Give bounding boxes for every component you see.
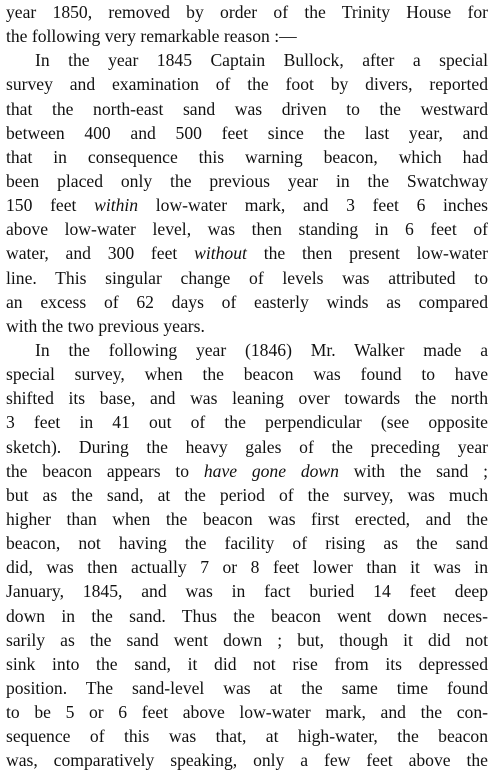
text-line: 3 feet in 41 out of the perpendicular (see opposite <box>6 412 488 433</box>
text-line: special survey, when the beacon was found to have <box>6 364 488 385</box>
text-line: with the two previous years. <box>6 315 205 336</box>
text-line: down in the sand. Thus the beacon went down neces- <box>6 605 488 626</box>
text-line: the following very remarkable reason :— <box>6 26 297 47</box>
text-line: did, was then actually 7 or 8 feet lower than it was in <box>6 557 488 578</box>
text-line: year 1850, removed by order of the Trinity House for <box>6 2 488 22</box>
text-line: water, and 300 feet without the then present low-water <box>6 243 488 264</box>
text-line: position. The sand-level was at the same time found <box>6 677 488 698</box>
italic-phrase: without <box>194 243 247 264</box>
text-line: that in consequence this warning beacon, which had <box>6 146 488 167</box>
text-line: In the year 1845 Captain Bullock, after a special <box>35 50 488 71</box>
text-line: the beacon appears to have gone down with the sand ; <box>6 460 488 481</box>
text-line: an excess of 62 days of easterly winds as compared <box>6 291 488 312</box>
text-line: sink into the sand, it did not rise from its depressed <box>6 653 488 674</box>
text-line: survey and examination of the foot by divers, reported <box>6 74 488 95</box>
text-line: beacon, not having the facility of rising as the sand <box>6 533 488 554</box>
paragraph-continuation <box>6 0 488 48</box>
text-line: was, comparatively speaking, only a few feet above the <box>6 750 488 771</box>
italic-phrase: within <box>94 195 139 216</box>
italic-phrase: have gone down <box>203 460 339 481</box>
text-line: sequence of this was that, at high-water, the beacon <box>6 726 488 747</box>
text-line: that the north-east sand was driven to the westward <box>6 98 488 119</box>
paragraph-bullock-survey <box>6 48 488 338</box>
text-line: line. This singular change of levels was attributed to <box>6 267 488 288</box>
text-line: In the following year (1846) Mr. Walker made a <box>35 339 488 360</box>
text-line: January, 1845, and was in fact buried 14 feet deep <box>6 581 488 602</box>
text-line: between 400 and 500 feet since the last year, and <box>6 122 488 143</box>
text-line: sarily as the sand went down ; but, though it did not <box>6 629 488 650</box>
text-line: to be 5 or 6 feet above low-water mark, and the con- <box>6 702 488 723</box>
text-line: shifted its base, and was leaning over towards the north <box>6 388 488 409</box>
text-line: higher than when the beacon was first erected, and the <box>6 508 488 529</box>
text-line: been placed only the previous year in the Swatchway <box>6 170 488 191</box>
text-line: above low-water level, was then standing in 6 feet of <box>6 219 488 240</box>
text-line: but as the sand, at the period of the survey, was much <box>6 484 488 505</box>
text-line: 150 feet within low-water mark, and 3 feet 6 inches <box>6 195 488 216</box>
paragraph-walker-survey <box>6 338 488 773</box>
text-line: sketch). During the heavy gales of the preceding year <box>6 436 488 457</box>
